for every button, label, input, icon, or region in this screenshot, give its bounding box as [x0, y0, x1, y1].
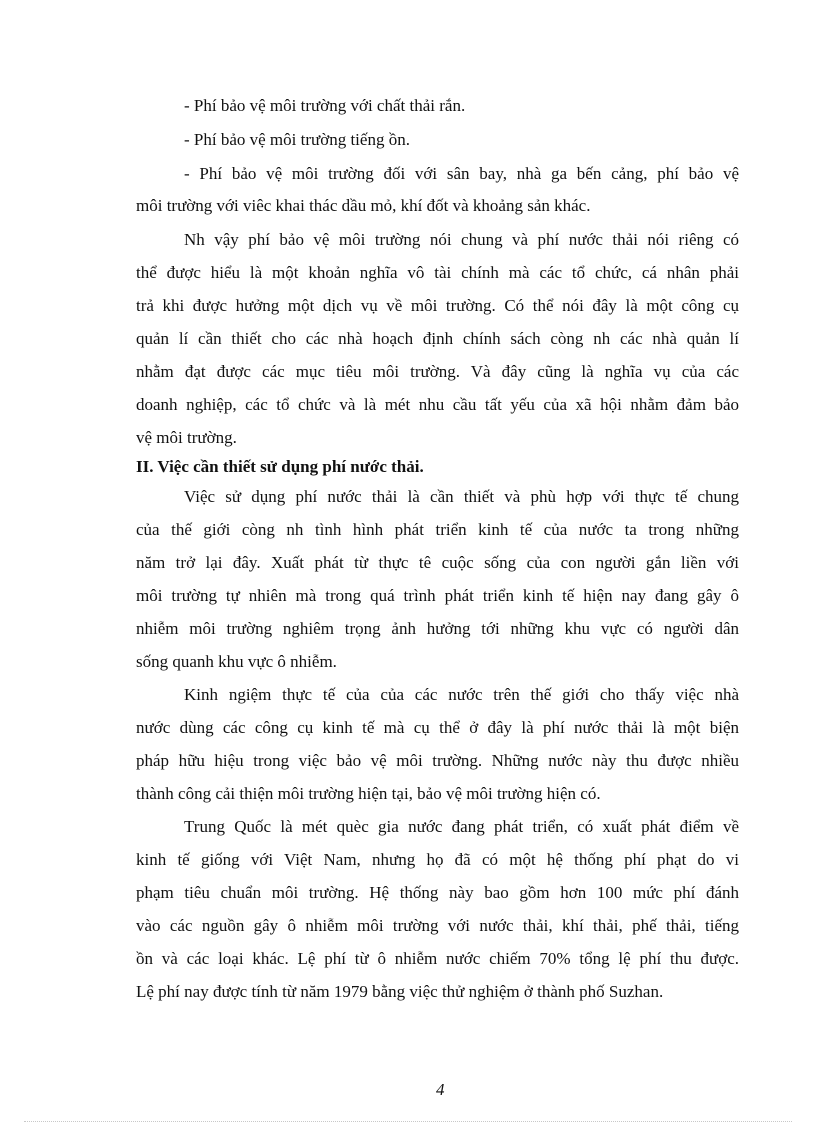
paragraph-line: nhiễm môi trường nghiêm trọng ảnh hưởng tới những khu vực có người dân: [136, 619, 739, 638]
paragraph-line: Việc sử dụng phí nước thải là cần thiết và phù hợp với thực tế chung: [184, 487, 739, 506]
paragraph-line: trả khi được hưởng một dịch vụ về môi trường. Có thể nói đây là một công cụ: [136, 296, 739, 315]
bullet-airport-continued: môi trường với viêc khai thác dầu mỏ, khí đốt và khoảng sản khác.: [136, 196, 591, 215]
paragraph-line: thành công cải thiện môi trường hiện tại, bảo vệ môi trường hiện có.: [136, 784, 601, 803]
paragraph-line: quản lí cần thiết cho các nhà hoạch định chính sách còng nh các nhà quản lí: [136, 329, 739, 348]
page-bottom-divider: [24, 1121, 792, 1122]
paragraph-line: môi trường tự nhiên mà trong quá trình phát triển kinh tế hiện nay đang gây ô: [136, 586, 739, 605]
paragraph-line: ồn và các loại khác. Lệ phí từ ô nhiễm nước chiếm 70% tổng lệ phí thu được.: [136, 949, 739, 968]
paragraph-line: thể được hiểu là một khoản nghĩa vô tài chính mà các tổ chức, cá nhân phải: [136, 263, 739, 282]
paragraph-line: sống quanh khu vực ô nhiễm.: [136, 652, 337, 671]
bullet-solid-waste: - Phí bảo vệ môi trường với chất thải rắn.: [184, 96, 466, 115]
paragraph-line: Trung Quốc là mét quèc gia nước đang phát triển, có xuất phát điểm về: [184, 817, 739, 836]
paragraph-line: vào các nguồn gây ô nhiễm môi trường với nước thải, khí thải, phế thải, tiếng: [136, 916, 739, 935]
section-heading: II. Việc cần thiết sử dụng phí nước thải.: [136, 457, 424, 476]
paragraph-line: năm trở lại đây. Xuất phát từ thực tê cuộc sống của con người gắn liền với: [136, 553, 739, 572]
paragraph-line: nước dùng các công cụ kinh tế mà cụ thể ở đây là phí nước thải là một biện: [136, 718, 739, 737]
paragraph-line: vệ môi trường.: [136, 428, 237, 447]
paragraph-line: nhằm đạt được các mục tiêu môi trường. Và đây cũng là nghĩa vụ của các: [136, 362, 739, 381]
page-number: 4: [436, 1080, 445, 1099]
bullet-noise: - Phí bảo vệ môi trường tiếng ồn.: [184, 130, 410, 149]
paragraph-line: kinh tế giống với Việt Nam, nhưng họ đã có một hệ thống phí phạt do vi: [136, 850, 739, 869]
paragraph-line: Kinh ngiệm thực tế của của các nước trên thế giới cho thấy việc nhà: [184, 685, 739, 704]
paragraph-line: Lệ phí nay được tính từ năm 1979 bằng việc thử nghiệm ở thành phố Suzhan.: [136, 982, 664, 1001]
paragraph-line: pháp hữu hiệu trong việc bảo vệ môi trường. Những nước này thu được nhiều: [136, 751, 739, 770]
paragraph-line: doanh nghiệp, các tổ chức và là mét nhu cầu tất yếu của xã hội nhằm đảm bảo: [136, 395, 739, 414]
paragraph-line: phạm tiêu chuẩn môi trường. Hệ thống này bao gồm hơn 100 mức phí đánh: [136, 883, 739, 902]
paragraph-line: của thế giới còng nh tình hình phát triển kinh tế của nước ta trong những: [136, 520, 739, 539]
paragraph-line: Nh vậy phí bảo vệ môi trường nói chung và phí nước thải nói riêng có: [184, 230, 739, 249]
bullet-airport: - Phí bảo vệ môi trường đối với sân bay, nhà ga bến cảng, phí bảo vệ: [184, 164, 739, 183]
